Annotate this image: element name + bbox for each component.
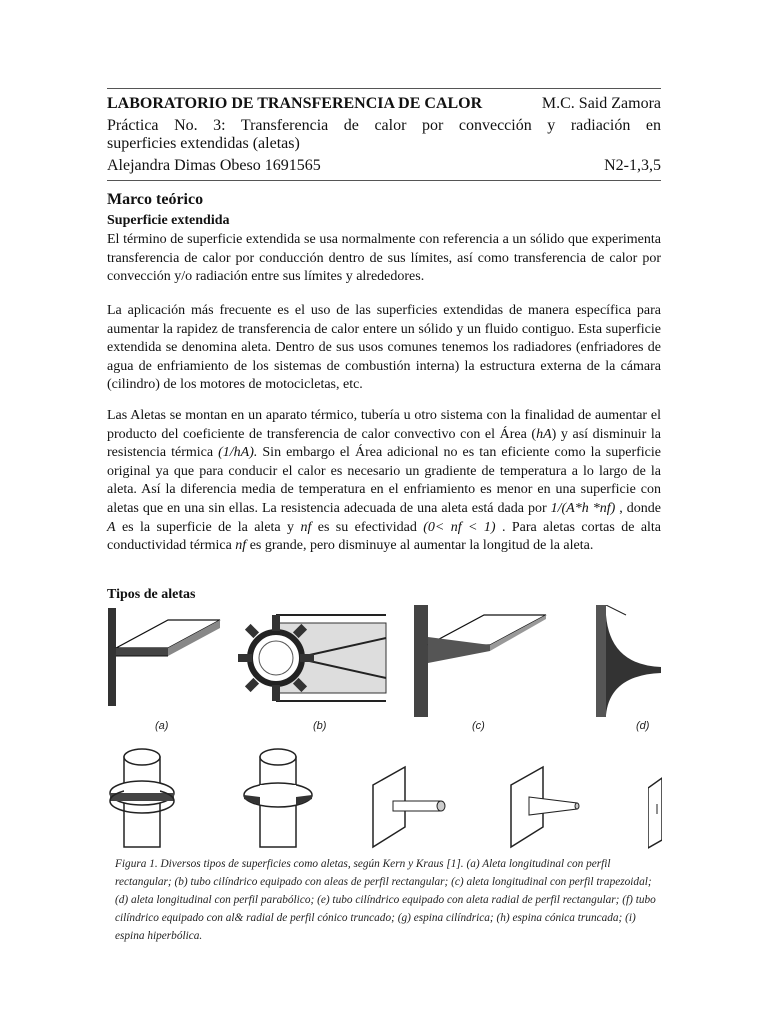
- p3-formula: 1/(A*h *nf): [550, 500, 616, 516]
- fin-type-h-illustration: [505, 765, 595, 850]
- p3-A: A: [107, 519, 116, 535]
- section-title: Marco teórico: [107, 191, 204, 208]
- header-top-rule: [107, 88, 661, 89]
- p3-nf: nf: [300, 519, 312, 535]
- fin-type-i-illustration: [648, 770, 662, 850]
- p3-range: (0< nf < 1): [423, 519, 496, 535]
- p3-text-f: es su efectividad: [311, 519, 424, 535]
- student-name: Alejandra Dimas Obeso 1691565: [107, 157, 321, 174]
- p3-text-d: , donde: [615, 500, 661, 516]
- section-subtitle: Superficie extendida: [107, 213, 230, 228]
- p3-nf2: nf: [235, 538, 247, 554]
- paragraph-2: La aplicación más frecuente es el uso de las superficies extendidas de manera específica para aumentar la rapidez de transferencia de calor entere un sólido y un fluido contiguo. Esta superficie extendida se denomina aleta. Dentro de sus usos comunes tenemos los radiadores (enfriadores de agua de enfriamiento de los sistemas de combustión interna) la estructura externa de la cámara (cilindro) de los motores de motocicletas, etc.: [107, 303, 661, 393]
- practice-title-line-1: Práctica No. 3: Transferencia de calor por convección y radiación en: [107, 117, 661, 134]
- p3-text-e: es la superficie de la aleta y: [115, 519, 301, 535]
- figure-caption: Figura 1. Diversos tipos de superficies como aletas, según Kern y Kraus [1]. (a) Aleta longitudinal con perfil rectangular; (b) tubo cilíndrico equipado con aleas de perfil rectangular; (c) aleta longitudinal con perfil trapezoidal; (d) aleta longitudinal con perfil parabólico; (e) tubo cilíndrico equipado con aleta radial de perfil rectangular; (f) tubo cilíndrico equipado con al& radial de perfil cónico truncado; (g) espina cilíndrica; (h) espina cónica truncada; (i) espina hiperbólica.: [115, 858, 656, 942]
- fin-type-d-illustration: [596, 605, 661, 717]
- fin-type-f-illustration: [238, 745, 328, 850]
- group-code: N2-1,3,5: [604, 157, 661, 174]
- p3-text-c: Sin embargo el Área adicional no es tan eficiente como la superficie original ya que para conducir el calor es necesario un gradiente de temperatura a lo largo de la aleta. Así la diferencia media de temperatura en el enfriamiento es menor en una superficie con aletas que en una sin ellas. La resistencia adecuada de una aleta está dada por: [107, 445, 661, 516]
- p3-text-a: Las Aletas se montan en un aparato térmico, tubería u otro sistema con la finalidad de aumentar el producto del coeficiente de transferencia de calor convectivo con el Área (: [107, 408, 661, 442]
- header-line-1: [107, 94, 661, 114]
- fin-type-g-illustration: [365, 765, 455, 850]
- practice-title-line-2: superficies extendidas (aletas): [107, 135, 300, 152]
- header-line-student: [107, 156, 661, 176]
- paragraph-1: El término de superficie extendida se usa normalmente con referencia a un sólido que experimenta transferencia de calor por conducción dentro de sus límites, así como transferencia de calor por convección y/o radiación entre sus límites y alrededores.: [107, 232, 661, 285]
- figure-heading: Tipos de aletas: [107, 587, 196, 602]
- p3-text-h: es grande, pero disminuye al aumentar la longitud de la aleta.: [246, 538, 594, 554]
- p3-inverse: (1/hA).: [218, 445, 258, 461]
- p3-text-g: . Para aletas cortas de alta conductividad térmica: [107, 519, 662, 554]
- fin-type-b-illustration: [236, 603, 396, 713]
- p3-text-b: ) y así disminuir la resistencia térmica: [107, 426, 661, 461]
- fin-type-c-illustration: [414, 605, 554, 717]
- label-b: (b): [313, 720, 327, 732]
- paragraph-3: [107, 407, 661, 556]
- p3-hA: hA: [536, 426, 552, 442]
- fin-type-e-illustration: [108, 745, 198, 850]
- fin-type-a-illustration: [108, 608, 223, 706]
- label-c: (c): [472, 720, 485, 732]
- header-bottom-rule: [107, 180, 661, 181]
- label-a: (a): [155, 720, 169, 732]
- lab-title: LABORATORIO DE TRANSFERENCIA DE CALOR: [107, 95, 483, 112]
- label-d: (d): [636, 720, 650, 732]
- instructor-name: M.C. Said Zamora: [541, 95, 661, 112]
